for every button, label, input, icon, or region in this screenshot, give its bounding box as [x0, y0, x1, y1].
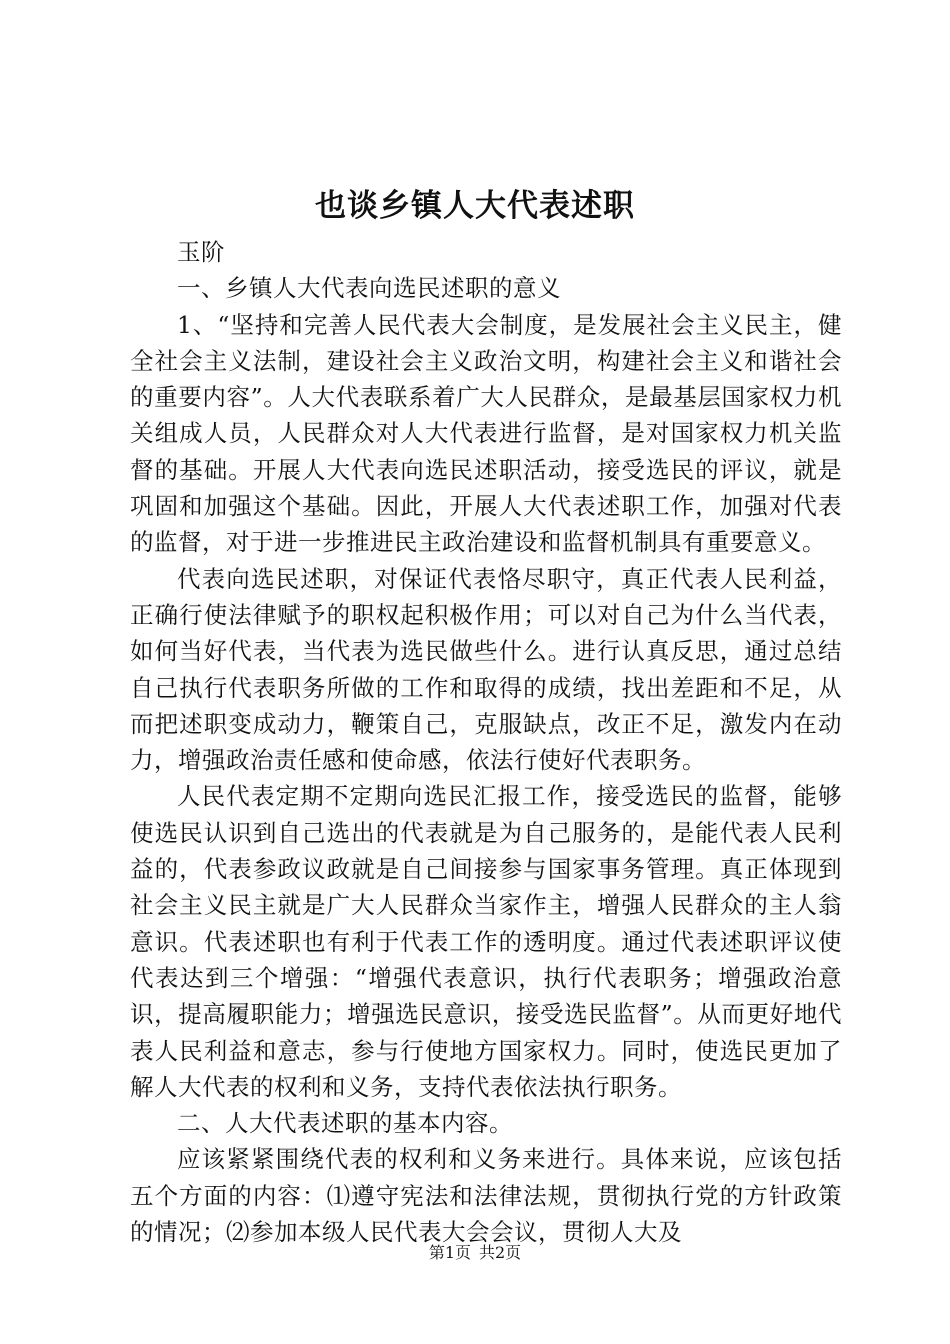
author-line: 玉阶: [177, 238, 225, 266]
paragraph-3: 人民代表定期不定期向选民汇报工作，接受选民的监督，能够使选民认识到自己选出的代表就是为自己服务的，是能代表人民利益的，代表参政议政就是自己间接参与国家事务管理。真正体现到社会主义民主就是广大人民群众当家作主，增强人民群众的主人翁意识。代表述职也有利于代表工作的透明度。通过代表述职评议使代表达到三个增强：“增强代表意识，执行代表职务；增强政治意识，提高履职能力；增强选民意识，接受选民监督”。从而更好地代表人民利益和意志，参与行使地方国家权力。同时，使选民更加了解人大代表的权利和义务，支持代表依法执行职务。: [130, 782, 842, 1101]
document-title: 也谈乡镇人大代表述职: [315, 188, 635, 224]
page-total: 共2页: [479, 1243, 522, 1262]
section-heading-2: 二、人大代表述职的基本内容。: [177, 1109, 513, 1138]
paragraph-4: 应该紧紧围绕代表的权利和义务来进行。具体来说，应该包括五个方面的内容：⑴遵守宪法和法律法规，贯彻执行党的方针政策的情况；⑵参加本级人民代表大会会议，贯彻人大及: [130, 1145, 842, 1247]
paragraph-2: 代表向选民述职，对保证代表恪尽职守，真正代表人民利益，正确行使法律赋予的职权起积极作用；可以对自己为什么当代表，如何当好代表，当代表为选民做些什么。进行认真反思，通过总结自己执行代表职务所做的工作和取得的成绩，找出差距和不足，从而把述职变成动力，鞭策自己，克服缺点，改正不足，激发内在动力，增强政治责任感和使命感，依法行使好代表职务。: [130, 564, 842, 775]
page-number: 第1页: [428, 1243, 471, 1262]
section-heading-1: 一、乡镇人大代表向选民述职的意义: [177, 274, 561, 303]
document-body: [130, 234, 842, 1250]
page-footer: [0, 1242, 950, 1264]
paragraph-1: 1、“坚持和完善人民代表大会制度，是发展社会主义民主，健全社会主义法制，建设社会主义政治文明，构建社会主义和谐社会的重要内容”。人大代表联系着广大人民群众，是最基层国家权力机关组成人员，人民群众对人大代表进行监督，是对国家权力机关监督的基础。开展人大代表向选民述职活动，接受选民的评议，就是巩固和加强这个基础。因此，开展人大代表述职工作，加强对代表的监督，对于进一步推进民主政治建设和监督机制具有重要意义。: [130, 310, 842, 557]
